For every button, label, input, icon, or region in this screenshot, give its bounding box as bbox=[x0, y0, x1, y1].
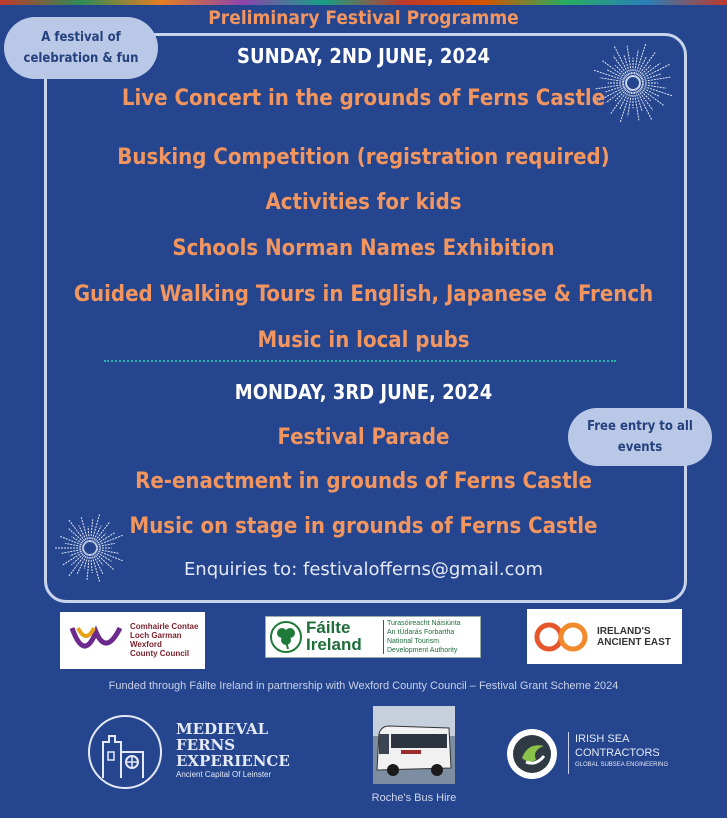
ancient-east-swirl-icon bbox=[533, 618, 593, 656]
ancient-line: ANCIENT EAST bbox=[597, 637, 671, 648]
wexford-line: Wexford bbox=[130, 640, 162, 649]
sunday-event: Music in local pubs bbox=[257, 328, 470, 353]
wexford-swoosh-icon bbox=[68, 622, 124, 658]
ancient-east-logo bbox=[527, 609, 682, 664]
free-entry-badge bbox=[568, 408, 712, 466]
sunday-date: SUNDAY, 2ND JUNE, 2024 bbox=[237, 44, 490, 68]
section-divider bbox=[104, 360, 616, 362]
funding-statement: Funded through Fáilte Ireland in partnership with Wexford County Council – Festival Grant Scheme 2024 bbox=[108, 680, 619, 692]
wexford-line: Loch Garman bbox=[130, 631, 182, 640]
monday-event: Music on stage in grounds of Ferns Castle bbox=[129, 514, 598, 539]
failte-name: Fáilte bbox=[306, 618, 351, 637]
medieval-line: FERNS bbox=[176, 736, 236, 754]
failte-english: Development Authority bbox=[387, 647, 458, 654]
failte-irish: An tÚdarás Forbartha bbox=[387, 629, 455, 636]
programme-title: Preliminary Festival Programme bbox=[208, 7, 519, 29]
irish-sea-line: IRISH SEA bbox=[575, 733, 630, 745]
sunday-event: Busking Competition (registration required) bbox=[117, 145, 610, 170]
castle-logo bbox=[85, 712, 165, 792]
medieval-line: EXPERIENCE bbox=[176, 752, 290, 770]
badge-line: events bbox=[617, 440, 663, 455]
monday-date: MONDAY, 3RD JUNE, 2024 bbox=[234, 380, 493, 404]
irish-sea-logo bbox=[506, 728, 558, 780]
wexford-logo bbox=[60, 612, 205, 669]
monday-event: Festival Parade bbox=[277, 425, 450, 450]
wexford-line: County Council bbox=[130, 649, 190, 658]
wexford-line: Comhairle Contae bbox=[130, 622, 199, 631]
badge-line: celebration & fun bbox=[23, 51, 139, 66]
decorative-top-strip bbox=[0, 0, 727, 5]
sunday-event: Schools Norman Names Exhibition bbox=[172, 236, 555, 261]
shamrock-icon bbox=[270, 621, 302, 653]
monday-event: Re-enactment in grounds of Ferns Castle bbox=[135, 469, 592, 494]
irish-sea-line: CONTRACTORS bbox=[575, 747, 660, 759]
sunday-event: Activities for kids bbox=[265, 190, 462, 215]
medieval-line: MEDIEVAL bbox=[176, 720, 269, 738]
enquiries-text: Enquiries to: festivalofferns@gmail.com bbox=[183, 559, 544, 580]
sunday-event: Live Concert in the grounds of Ferns Castle bbox=[121, 86, 606, 111]
badge-line: Free entry to all bbox=[587, 419, 693, 434]
ancient-line: IRELAND'S bbox=[597, 626, 651, 637]
failte-ireland-logo bbox=[265, 616, 481, 658]
medieval-tagline: Ancient Capital Of Leinster bbox=[176, 770, 272, 779]
bus-caption: Roche's Bus Hire bbox=[371, 792, 457, 804]
failte-english: National Tourism bbox=[387, 638, 440, 645]
bus-photo bbox=[373, 706, 455, 784]
sunday-event: Guided Walking Tours in English, Japanese & French bbox=[73, 282, 654, 307]
irish-sea-tagline: GLOBAL SUBSEA ENGINEERING bbox=[575, 762, 669, 768]
failte-irish: Turasóireacht Náisiúnta bbox=[387, 620, 461, 627]
badge-line: A festival of bbox=[41, 30, 121, 45]
failte-name: Ireland bbox=[306, 635, 362, 654]
